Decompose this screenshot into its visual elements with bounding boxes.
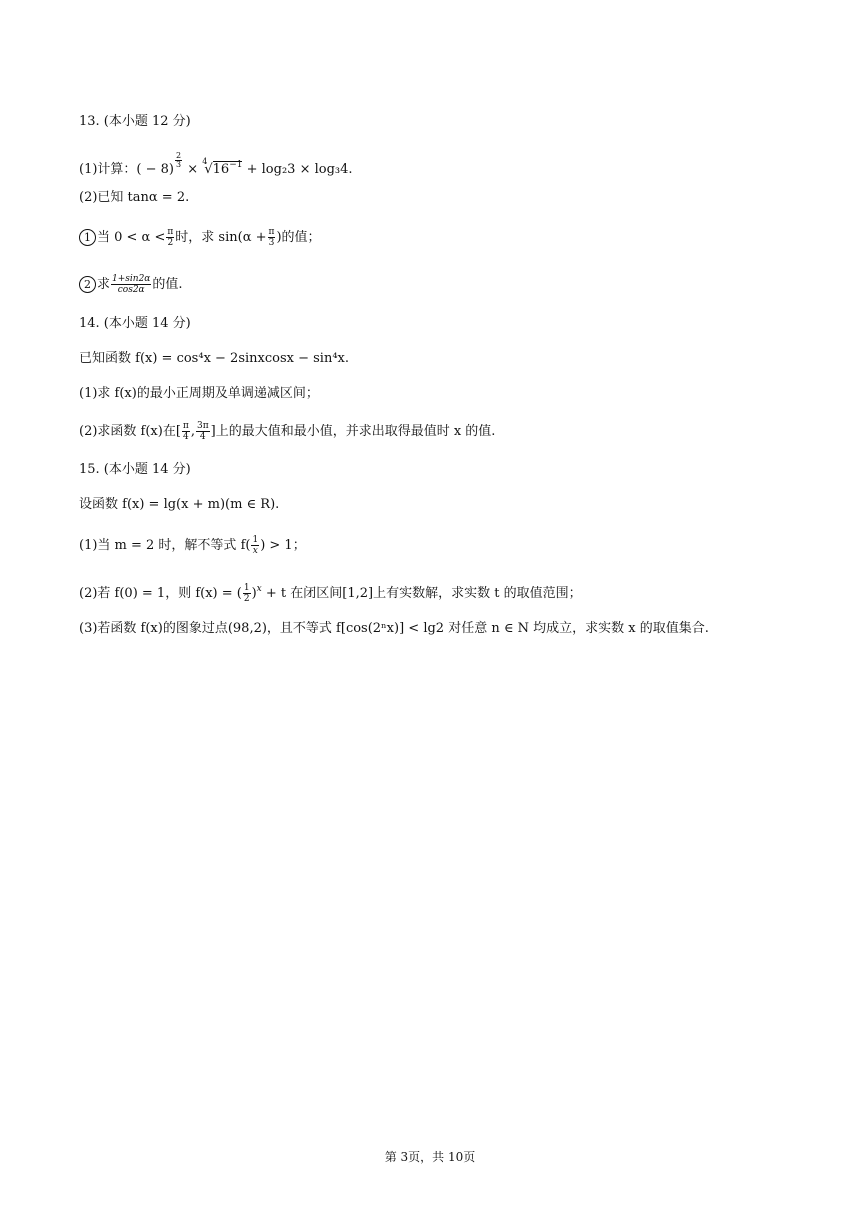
radicand-exponent: −1	[229, 160, 243, 170]
problem-13-part-2: (2)已知 tanα = 2.	[79, 190, 190, 205]
frac-num: 3π	[196, 421, 209, 431]
frac-num: π	[167, 227, 174, 237]
comma: ,	[190, 424, 195, 439]
circled-number-2: 2	[79, 276, 96, 293]
problem-14-part-2	[79, 421, 495, 442]
three-pi-over-4	[196, 421, 210, 442]
case-1-text-a: 当 0 < α <	[97, 230, 166, 245]
frac-den: 2	[243, 594, 250, 604]
part-1-text-b: ) > 1；	[260, 538, 306, 553]
part-2-text-b: + t 在闭区间[1,2]上有实数解，求实数 t 的取值范围；	[261, 586, 582, 601]
problem-14-intro: 已知函数 f(x) = cos⁴x − 2sinxcosx − sin⁴x.	[79, 351, 350, 366]
frac-num: 1	[243, 583, 250, 593]
frac-den: 2	[167, 238, 174, 248]
problem-15-heading: 15. (本小题 14 分)	[79, 462, 191, 477]
exponent-numerator: 2	[176, 151, 182, 160]
problem-15-part-2: (2)若 f(0) = 1，则 f(x) = ( $\frac{1}{2}$ )$^x$ + t 在闭区间[1,2]上有实数解，求实数 t 的取值范围；	[79, 583, 582, 604]
problem-14-part-1: (1)求 f(x)的最小正周期及单调递减区间；	[79, 386, 319, 401]
problem-15-part-1	[79, 535, 306, 556]
part-2-text-b: ]上的最大值和最小值，并求出取得最值时 x 的值.	[210, 424, 496, 439]
case-1-text-c: )的值；	[276, 230, 321, 245]
pi-over-4	[182, 421, 190, 442]
frac-den: 4	[183, 432, 189, 442]
problem-13-heading: 13. (本小题 12 分)	[79, 114, 191, 129]
frac-den: 4	[199, 432, 206, 442]
exponent-denominator: 3	[176, 160, 182, 169]
case-2-text-b: 的值.	[152, 277, 183, 292]
frac-den: x	[252, 546, 258, 556]
frac-num: π	[268, 227, 275, 237]
log-expression: + log₂3 × log₃4.	[242, 162, 353, 177]
part-1-text-a: (1)当 m = 2 时，解不等式 f(	[79, 538, 251, 553]
frac-den: cos2α	[117, 285, 145, 295]
base-expr: ( − 8)	[136, 162, 174, 177]
pi-over-2	[166, 227, 174, 248]
circled-number-1: 1	[79, 229, 96, 246]
frac-num: π	[182, 421, 189, 431]
times-sign: ×	[183, 162, 203, 177]
frac-num: 1	[252, 535, 259, 545]
pi-over-3	[268, 227, 276, 248]
radicand	[213, 161, 243, 177]
one-half	[243, 583, 251, 604]
radical-sign: √	[204, 162, 213, 177]
part-2-text-a: (2)求函数 f(x)在[	[79, 424, 181, 439]
sin-cos-fraction	[111, 274, 151, 295]
problem-15-intro: 设函数 f(x) = lg(x + m)(m ∈ R).	[79, 497, 280, 512]
case-1-text-b: 时，求 sin(α +	[175, 230, 267, 245]
frac-num: 1+sin2α	[112, 274, 151, 284]
page-footer: 第 3页，共 10页	[384, 1150, 476, 1164]
root-index: 4	[202, 157, 208, 166]
radicand-base: 16	[212, 162, 230, 177]
one-over-x	[251, 535, 259, 556]
part-1-prefix: (1)计算：	[79, 162, 137, 177]
problem-15-part-3: (3)若函数 f(x)的图象过点(98,2)，且不等式 f[cos(2ⁿx)] < lg2 对任意 n ∈ N 均成立，求实数 x 的取值集合.	[79, 621, 709, 636]
exponent-x: x	[256, 584, 262, 594]
problem-13-case-1	[79, 227, 321, 248]
case-2-text-a: 求	[97, 277, 111, 292]
problem-14-heading: 14. (本小题 14 分)	[79, 316, 191, 331]
frac-den: 3	[268, 238, 275, 248]
problem-13-part-1	[79, 152, 353, 179]
problem-13-case-2	[79, 274, 183, 295]
part-2-text-a: (2)若 f(0) = 1，则 f(x) = (	[79, 586, 242, 601]
